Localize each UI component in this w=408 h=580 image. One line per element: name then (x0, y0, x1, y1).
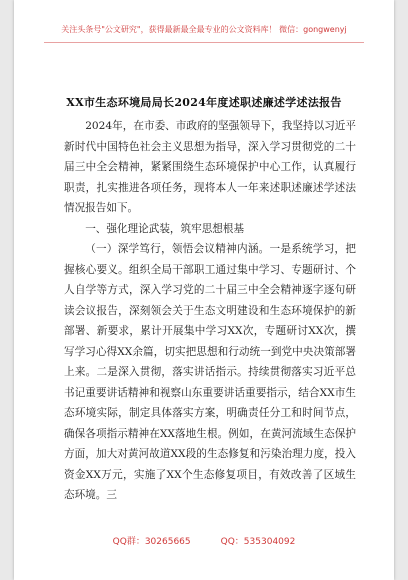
qq-group-number: QQ群：30265665 (112, 537, 191, 547)
document-title: XX市生态环境局局长2024年度述职述廉述学述法报告 (66, 96, 342, 109)
body-paragraph: 2024年，在市委、市政府的坚强领导下，我坚持以习近平新时代中国特色社会主义思想为指导，深入学习贯彻党的二十届三中全会精神，紧紧围绕生态环境保护中心工作，认真履行职责，扎实推进各项任务，现将本人一年来述职述廉述学述法情况报告如下。 (64, 120, 356, 214)
top-banner: 关注头条号"公文研究"，获得最新最全最专业的公文资料库！ 微信：gongwenyj (61, 25, 347, 34)
body-paragraph: （一）深学笃行，领悟会议精神内涵。一是系统学习，把握核心要义。组织全局干部职工通过集中学习、专题研讨、个人自学等方式，深入学习党的二十届三中全会精神逐字逐句研读会议报告，深刻领会关于生态文明建设和生态环境保护的新部署、新要求，累计开展集中学习XX次，专题研讨XX次，撰写学习心得XX余篇，切实把思想和行动统一到党中央决策部署上来。二是深入贯彻，落实讲话指示。持续贯彻落实习近平总书记重要讲话精神和视察山东重要讲话重要指示，结合XX市生态环境实际，制定具体落实方案，明确责任分工和时间节点，确保各项指示精神在XX落地生根。例如，在黄河流域生态保护方面，加大对黄河故道XX段的生态修复和污染治理力度，投入资金XX万元，实施了XX个生态修复项目，有效改善了区域生态环境。三 (64, 243, 356, 501)
top-divider (44, 42, 364, 43)
footer (14, 534, 394, 547)
document-body (64, 116, 356, 506)
section-heading: 一、强化理论武装，筑牢思想根基 (85, 222, 245, 235)
qq-number: QQ：535304092 (220, 537, 296, 547)
document-page (14, 0, 394, 580)
